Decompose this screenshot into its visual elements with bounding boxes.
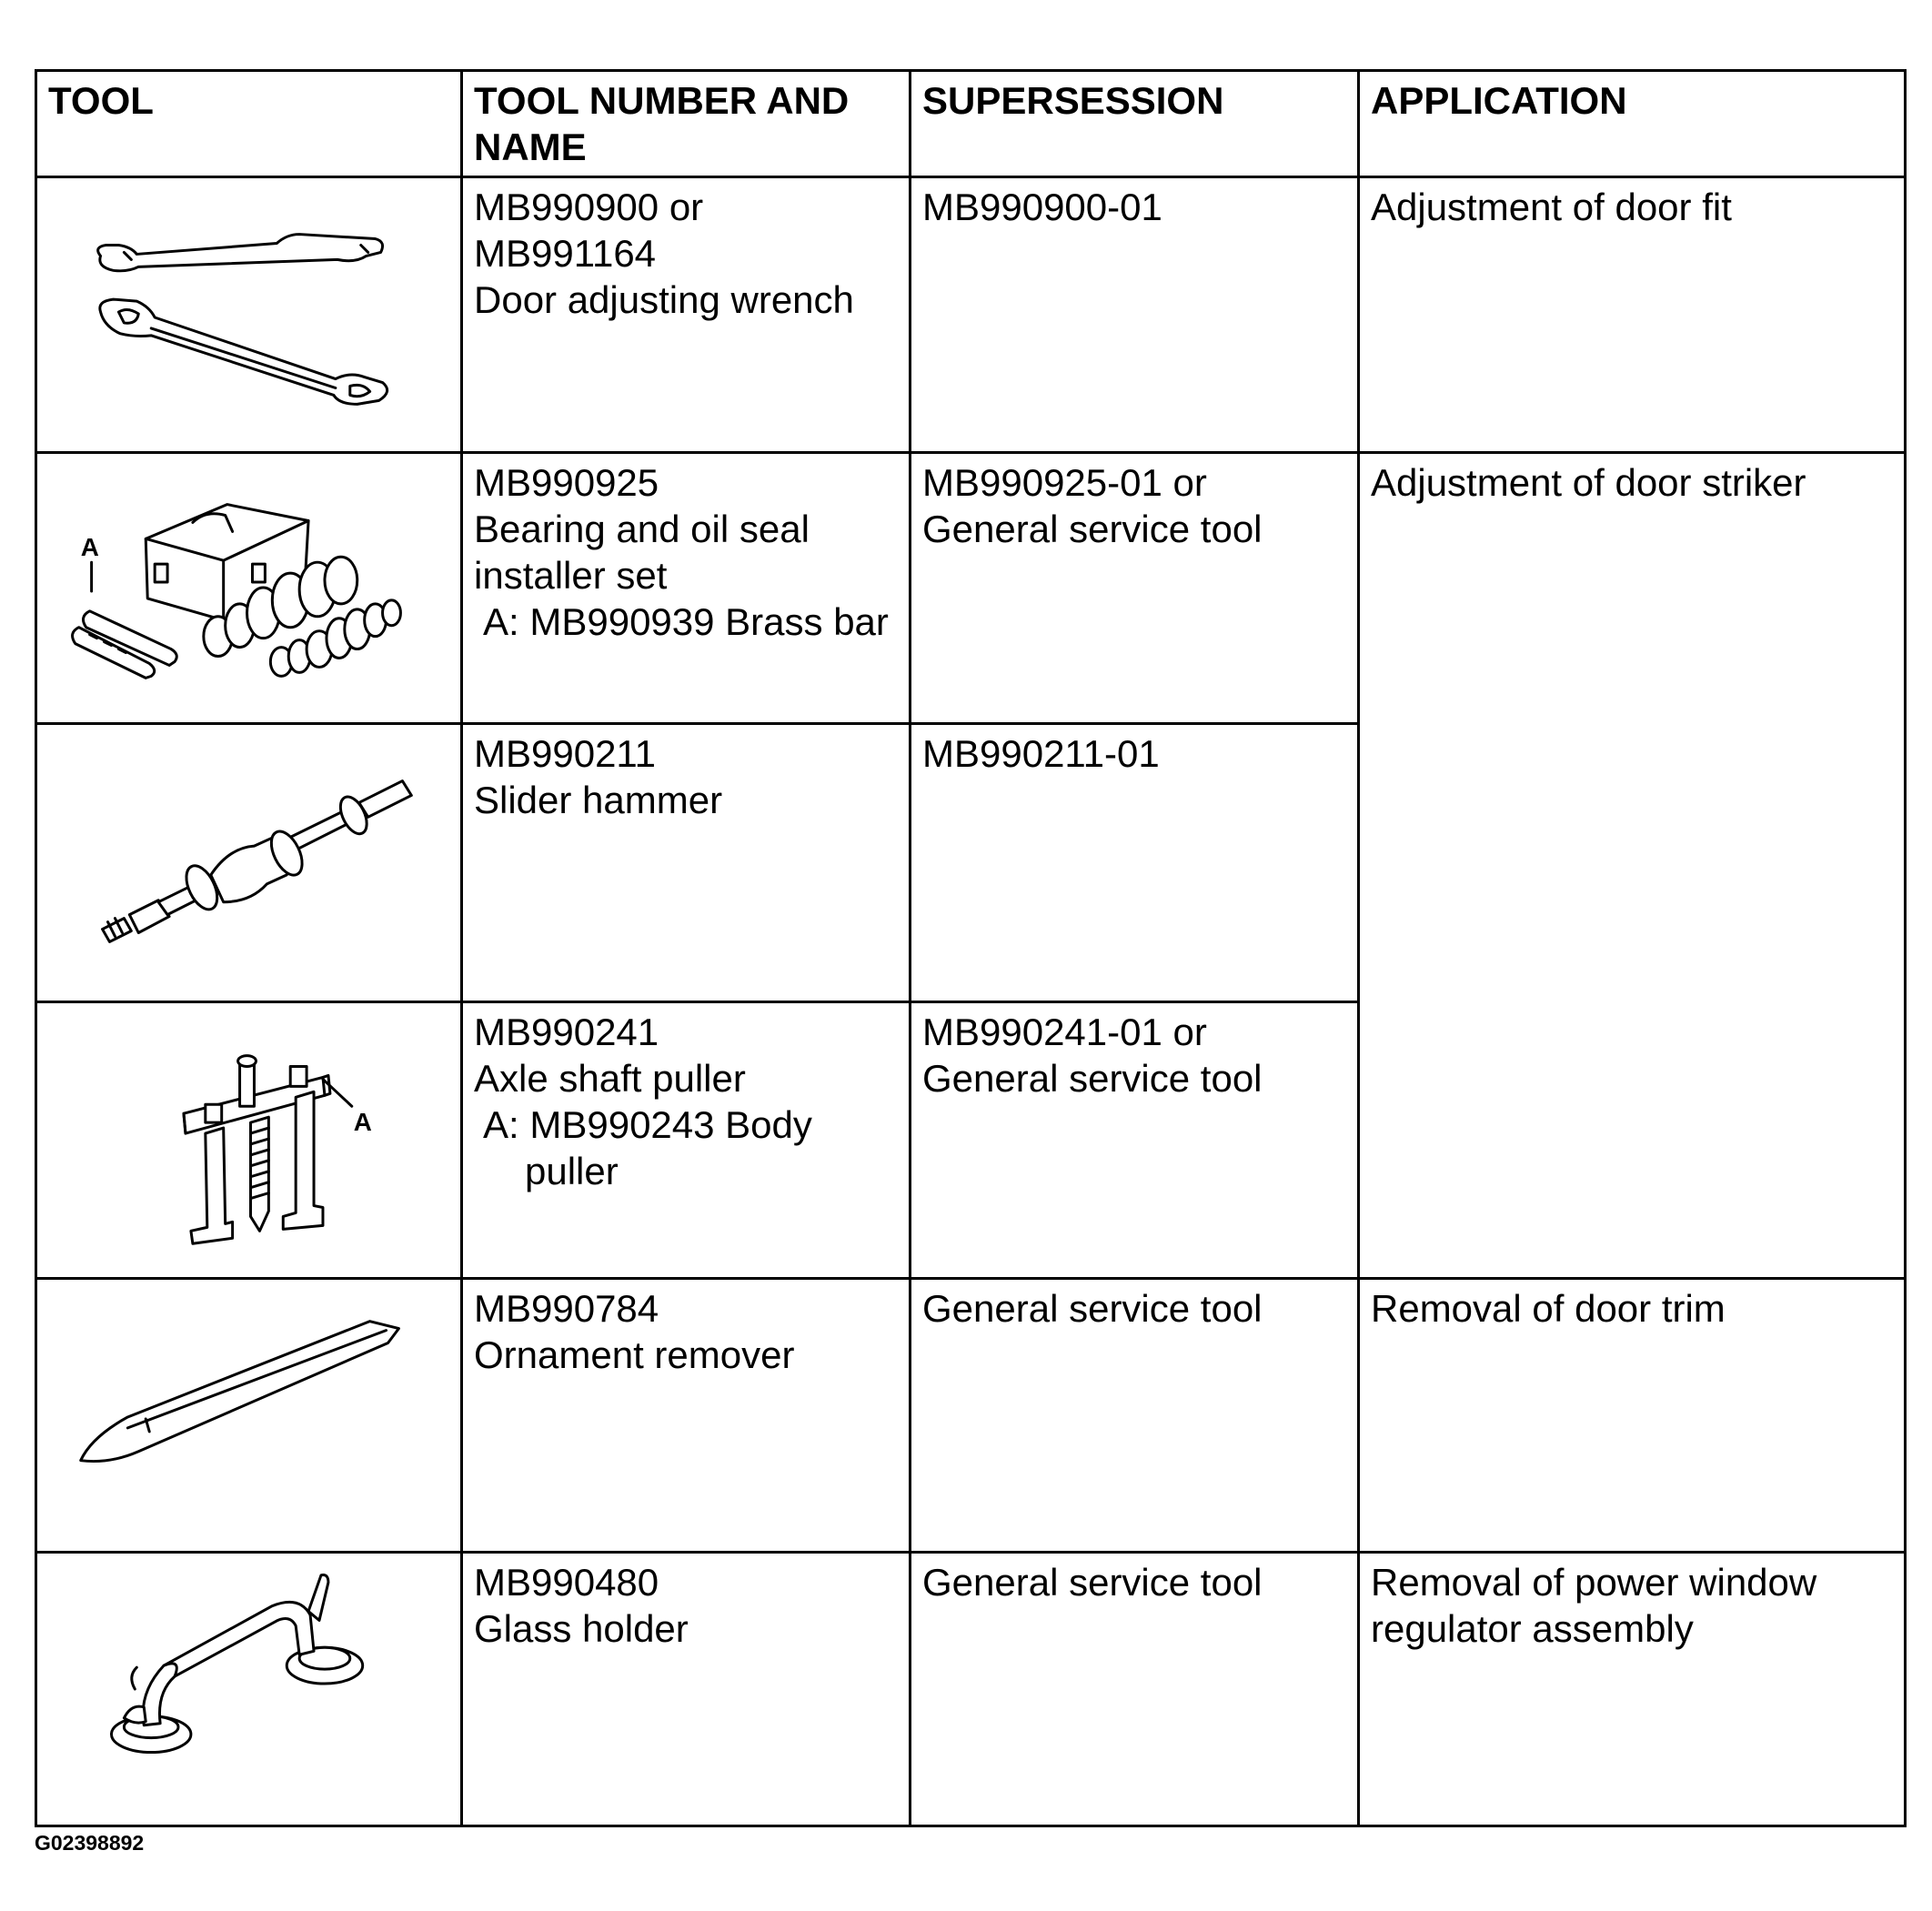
tool-number-line: MB991164 (474, 232, 657, 275)
tool-name: Door adjusting wrench (474, 278, 854, 321)
slider-hammer-icon (37, 725, 460, 1001)
tool-illustration-cell (36, 177, 462, 453)
tool-component-a-continued: puller (525, 1150, 619, 1192)
supersession-line: MB990925-01 or (922, 461, 1207, 504)
tool-number-cell (462, 724, 911, 1002)
axle-shaft-puller-icon (37, 1003, 460, 1277)
tool-name: Axle shaft puller (474, 1057, 746, 1100)
tool-name: Slider hammer (474, 779, 723, 821)
header-tool: TOOL (36, 71, 462, 177)
tool-number-cell (462, 1553, 911, 1826)
tool-number-cell (462, 453, 911, 724)
supersession-cell (911, 453, 1359, 724)
tool-name: Glass holder (474, 1607, 689, 1650)
header-application: APPLICATION (1359, 71, 1906, 177)
bearing-oil-seal-installer-set-icon (37, 454, 460, 722)
tool-number-cell (462, 1002, 911, 1279)
tool-component-a: A: MB990939 Brass bar (483, 600, 889, 643)
application-cell (1359, 1279, 1906, 1553)
supersession-line: MB990211-01 (922, 732, 1160, 775)
header-tool-number-and-name: TOOL NUMBER AND NAME (462, 71, 911, 177)
table-row (36, 1553, 1906, 1826)
glass-holder-icon (37, 1554, 460, 1825)
callout-a-label: A (353, 1108, 372, 1137)
application-cell (1359, 177, 1906, 453)
header-supersession: SUPERSESSION (911, 71, 1359, 177)
tool-number-line: MB990925 (474, 461, 659, 504)
tool-number-line: MB990241 (474, 1011, 659, 1053)
supersession-cell (911, 177, 1359, 453)
supersession-cell (911, 724, 1359, 1002)
tool-name: Bearing and oil seal (474, 508, 810, 550)
supersession-line: General service tool (922, 1561, 1263, 1604)
supersession-cell (911, 1279, 1359, 1553)
supersession-line: MB990241-01 or (922, 1011, 1207, 1053)
application-text: Removal of door trim (1371, 1287, 1726, 1330)
tool-number-cell (462, 177, 911, 453)
callout-a-label: A (80, 533, 99, 562)
tool-number-line: MB990900 or (474, 186, 704, 228)
door-adjusting-wrench-icon (37, 178, 460, 451)
tool-illustration-cell (36, 1002, 462, 1279)
supersession-cell (911, 1553, 1359, 1826)
application-cell (1359, 1553, 1906, 1826)
tool-illustration-cell (36, 453, 462, 724)
tool-number-line: MB990784 (474, 1287, 659, 1330)
tool-number-cell (462, 1279, 911, 1553)
tool-number-line: MB990211 (474, 732, 657, 775)
supersession-line: MB990900-01 (922, 186, 1162, 228)
tool-name: installer set (474, 554, 668, 597)
special-tools-table (35, 69, 1907, 1827)
figure-id: G02398892 (35, 1831, 145, 1855)
tool-name: Ornament remover (474, 1333, 795, 1376)
application-text: Removal of power window (1371, 1561, 1817, 1604)
supersession-line: General service tool (922, 1057, 1263, 1100)
application-cell (1359, 453, 1906, 1279)
tool-illustration-cell (36, 1553, 462, 1826)
table-row (36, 453, 1906, 724)
table-row (36, 1279, 1906, 1553)
application-text: regulator assembly (1371, 1607, 1694, 1650)
supersession-line: General service tool (922, 1287, 1263, 1330)
tool-illustration-cell (36, 724, 462, 1002)
table-row (36, 177, 1906, 453)
application-text: Adjustment of door striker (1371, 461, 1806, 504)
tool-number-line: MB990480 (474, 1561, 659, 1604)
tool-illustration-cell (36, 1279, 462, 1553)
supersession-line: General service tool (922, 508, 1263, 550)
supersession-cell (911, 1002, 1359, 1279)
tool-component-a: A: MB990243 Body (483, 1103, 812, 1146)
ornament-remover-icon (37, 1280, 460, 1551)
header-row (36, 71, 1906, 177)
application-text: Adjustment of door fit (1371, 186, 1732, 228)
